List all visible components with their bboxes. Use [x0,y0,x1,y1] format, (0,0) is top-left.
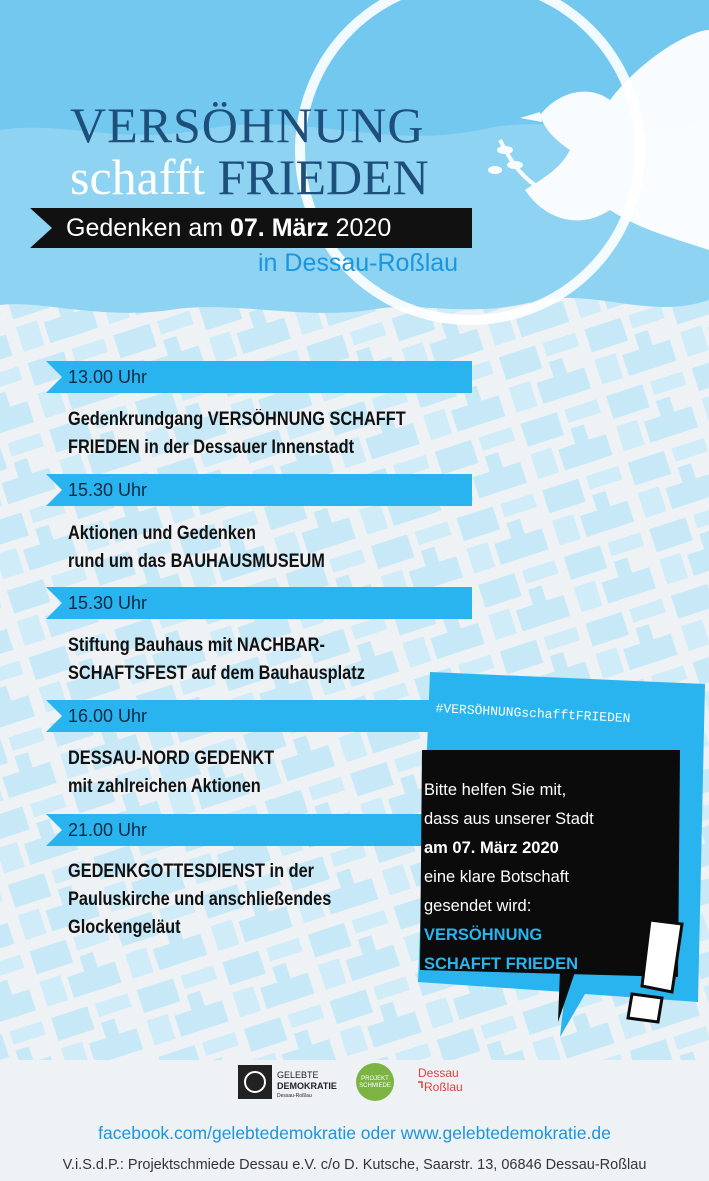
event-description-3 [68,632,429,688]
ps-line2: SCHMIEDE [359,1083,391,1089]
event-5-line-2: Pauluskirche und anschließendes [68,889,332,910]
title-line-2 [70,149,429,205]
event-3-line-1: Stiftung Bauhaus mit NACHBAR- [68,635,325,656]
title-word-schafft: schafft [70,149,206,205]
event-4-line-1: DESSAU-NORD GEDENKT [68,748,275,769]
hashtag: #VERSÖHNUNGschafftFRIEDEN [435,701,631,727]
time-label-5: 21.00 Uhr [68,820,148,840]
title-word-frieden: FRIEDEN [217,149,429,205]
callout-line-5: gesendet wird: [424,897,532,915]
projektschmiede-logo [356,1063,394,1101]
callout-text [424,776,664,979]
footer-web-links[interactable]: facebook.com/gelebtedemokratie oder www.gelebtedemokratie.de [98,1123,611,1143]
place: in Dessau-Roßlau [258,249,459,277]
event-4-line-2: mit zahlreichen Aktionen [68,776,261,797]
imprint: V.i.S.d.P.: Projektschmiede Dessau e.V. c/o D. Kutsche, Saarstr. 13, 06846 Dessau-Roßlau [62,1157,647,1173]
event-description-2 [68,520,429,576]
callout-line-1: Bitte helfen Sie mit, [424,781,567,799]
event-description-5 [68,858,429,942]
partner-logos [238,1060,478,1110]
date-day: 07. März [230,214,329,242]
event-2-line-2: rund um das BAUHAUSMUSEUM [68,551,325,572]
event-5-line-1: GEDENKGOTTESDIENST in der [68,861,315,882]
callout-line-2: dass aus unserer Stadt [424,810,594,828]
event-2-line-1: Aktionen und Gedenken [68,523,256,544]
gd-line1: GELEBTE [277,1070,319,1080]
event-5-line-3: Glockengeläut [68,917,181,938]
ps-line1: PROJEKT [361,1076,389,1082]
callout-line-7: SCHAFFT FRIEDEN [424,955,578,973]
event-description-1 [68,406,429,462]
date-year: 2020 [335,214,392,242]
dr-line2: Roßlau [424,1080,463,1094]
gelebte-demokratie-logo [238,1065,337,1099]
date-line [66,214,391,243]
time-label-4: 16.00 Uhr [68,706,148,726]
date-prefix: Gedenken am [66,214,224,242]
event-description-4 [68,745,429,801]
time-label-3: 15.30 Uhr [68,593,148,613]
gd-line2: DEMOKRATIE [277,1081,337,1091]
title-line-1: VERSÖHNUNG [70,97,425,153]
event-3-line-2: SCHAFTSFEST auf dem Bauhausplatz [68,663,365,684]
event-1-line-1: Gedenkrundgang VERSÖHNUNG SCHAFFT [68,409,406,430]
callout-line-3: am 07. März 2020 [424,839,559,857]
time-label-1: 13.00 Uhr [68,367,148,387]
callout-line-4: eine klare Botschaft [424,868,569,886]
time-label-2: 15.30 Uhr [68,480,148,500]
dessau-rosslau-logo [418,1066,463,1094]
dr-line1: Dessau [418,1066,459,1080]
callout-line-6: VERSÖHNUNG [424,926,543,944]
gd-line3: Dessau-Roßlau [277,1093,312,1099]
event-1-line-2: FRIEDEN in der Dessauer Innenstadt [68,437,355,458]
